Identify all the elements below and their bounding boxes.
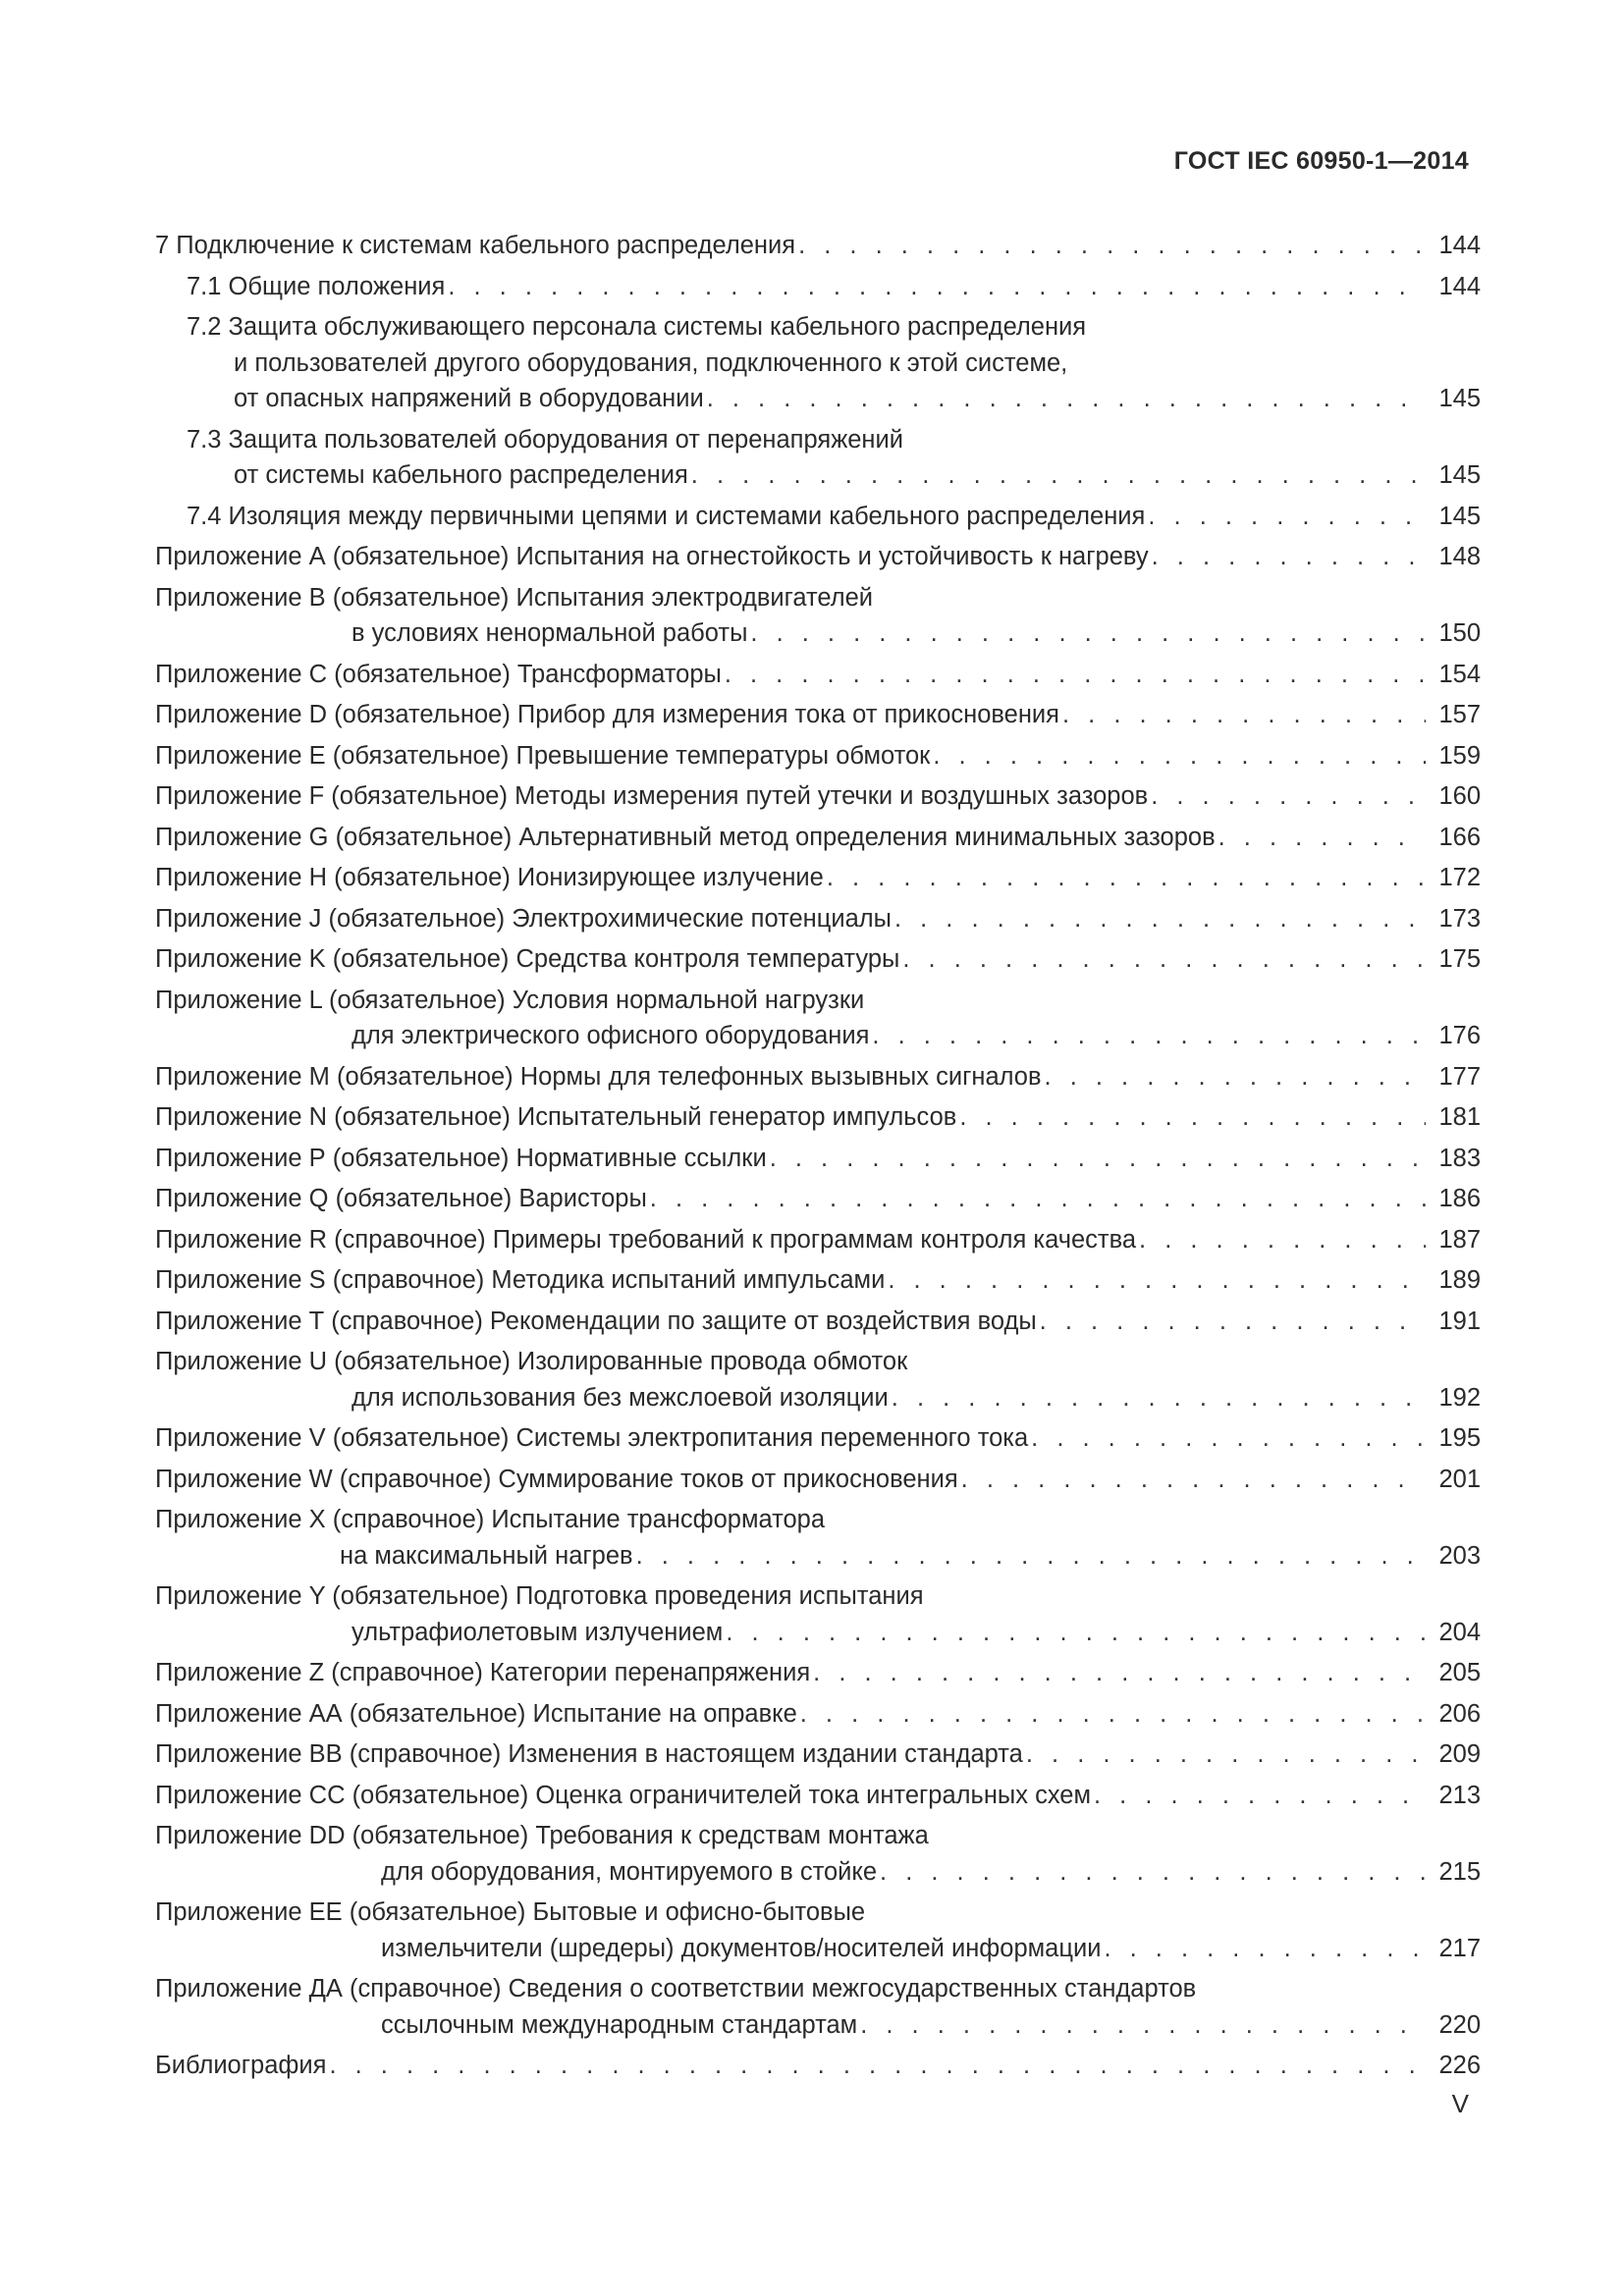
toc-entry-title: ссылочным международным стандартам [381,2010,858,2039]
toc-entry[interactable] [155,860,1481,896]
toc-page-number: 203 [1438,1541,1481,1570]
toc-entry[interactable] [155,1262,1481,1299]
dot-leader [707,381,1426,417]
toc-page-number: 186 [1438,1185,1481,1212]
toc-page-number: 145 [1438,502,1481,530]
toc-entry[interactable] [155,2048,1481,2084]
toc-entry-title: Приложение ВВ (справочное) Изменения в настоящем издании стандарта [155,1740,1023,1768]
toc-entry[interactable] [155,1778,1481,1814]
dot-leader [1152,539,1426,575]
toc-page-number: 201 [1438,1465,1481,1493]
dot-leader [961,1462,1426,1498]
toc-entry[interactable] [155,820,1481,856]
toc-page-number: 145 [1438,385,1481,412]
toc-entry[interactable] [155,269,1481,305]
toc-entry-title: для оборудования, монтируемого в стойке [381,1857,878,1886]
toc-entry[interactable] [155,1462,1481,1498]
toc-page-number: 195 [1438,1424,1481,1452]
toc-entry[interactable] [155,1344,1481,1415]
toc-entry[interactable] [155,1181,1481,1217]
dot-leader [1026,1736,1426,1773]
dot-leader [880,1854,1426,1891]
toc-page-number: 226 [1438,2052,1481,2079]
toc-entry-title: Приложение С (обязательное) Трансформаторы [155,660,722,688]
dot-leader [933,738,1426,774]
toc-entry-title: 7.2 Защита обслуживающего персонала системы кабельного распределения [187,313,1087,341]
toc-entry[interactable] [155,1971,1481,2043]
toc-entry[interactable] [155,580,1481,652]
toc-page-number: 173 [1438,904,1481,933]
toc-entry[interactable] [155,778,1481,815]
dot-leader [1151,778,1426,815]
toc-entry[interactable] [155,983,1481,1054]
dot-leader [691,457,1426,494]
toc-entry[interactable] [155,1222,1481,1258]
toc-entry[interactable] [155,1655,1481,1691]
toc-entry-title: Приложение V (обязательное) Системы электропитания переменного тока [155,1424,1029,1452]
toc-page-number: 150 [1438,619,1481,647]
dot-leader [770,1141,1426,1177]
toc-entry-title: Приложение Т (справочное) Рекомендации по защите от воздействия воды [155,1307,1037,1335]
dot-leader [750,615,1426,652]
dot-leader [329,2048,1426,2084]
toc-entry-title: Приложение L (обязательное) Условия нормальной нагрузки [155,986,865,1014]
toc-entry-title: Приложение G (обязательное) Альтернативный метод определения минимальных зазоров [155,823,1216,851]
toc-entry-title: Приложение СС (обязательное) Оценка ограничителей тока интегральных схем [155,1781,1092,1809]
toc-entry[interactable] [155,1736,1481,1773]
dot-leader [1218,820,1426,856]
toc-entry-title: Приложение R (справочное) Примеры требований к программам контроля качества [155,1225,1137,1254]
toc-page-number: 148 [1438,543,1481,570]
dot-leader [636,1538,1426,1575]
dot-leader [1045,1059,1426,1095]
toc-page-number: 187 [1438,1225,1481,1254]
dot-leader [892,1380,1426,1416]
dot-leader [894,901,1426,937]
toc-entry-title: ультрафиолетовым излучением [352,1618,724,1646]
toc-entry[interactable] [155,1895,1481,1966]
toc-entry-title: Приложение Н (обязательное) Ионизирующее излучение [155,864,824,891]
toc-page-number: 177 [1438,1062,1481,1091]
toc-entry-title: Приложение А (обязательное) Испытания на огнестойкость и устойчивость к нагреву [155,543,1149,570]
toc-entry[interactable] [155,697,1481,733]
toc-entry[interactable] [155,1059,1481,1095]
toc-entry-title: Приложение Q (обязательное) Варисторы [155,1185,647,1212]
toc-page-number: 192 [1438,1383,1481,1412]
dot-leader [448,269,1426,305]
document-header: ГОСТ IEC 60950-1—2014 [1173,147,1469,175]
toc-entry[interactable] [155,1099,1481,1136]
toc-page-number: 144 [1438,272,1481,300]
toc-entry[interactable] [155,738,1481,774]
dot-leader [959,1099,1426,1136]
toc-page-number: 144 [1438,232,1481,259]
toc-entry-title: Приложение Z (справочное) Категории перенапряжения [155,1659,811,1686]
toc-entry[interactable] [155,228,1481,264]
toc-page-number: 217 [1438,1934,1481,1962]
toc-entry[interactable] [155,1141,1481,1177]
dot-leader [1148,499,1426,535]
toc-entry-title: для электрического офисного оборудования [352,1022,870,1049]
page-number: V [1451,2089,1469,2118]
toc-page-number: 183 [1438,1144,1481,1172]
toc-entry-title: 7.3 Защита пользователей оборудования от перенапряжений [187,425,903,454]
toc-entry-title: от опасных напряжений в оборудовании [234,385,704,412]
toc-entry[interactable] [155,901,1481,937]
toc-page-number: 181 [1438,1103,1481,1131]
toc-page-number: 154 [1438,660,1481,688]
toc-entry-title: Приложение X (справочное) Испытание трансформатора [155,1506,826,1533]
toc-entry-title: Приложение U (обязательное) Изолированные провода обмоток [155,1348,908,1375]
toc-page-number: 191 [1438,1307,1481,1335]
toc-entry-title: Приложение Р (обязательное) Нормативные ссылки [155,1144,767,1172]
toc-page-number: 215 [1438,1857,1481,1886]
toc-page-number: 159 [1438,741,1481,770]
toc-page-number: 206 [1438,1699,1481,1728]
toc-page-number: 209 [1438,1740,1481,1768]
toc-entry-title: Приложение Е (обязательное) Превышение температуры обмоток [155,741,931,770]
toc-entry-title: Приложение Y (обязательное) Подготовка проведения испытания [155,1582,924,1610]
toc-page-number: 160 [1438,782,1481,810]
toc-page-number: 175 [1438,945,1481,973]
dot-leader [1094,1778,1426,1814]
dot-leader [1040,1304,1426,1340]
toc-entry-title: в условиях ненормальной работы [352,619,748,647]
toc-page-number: 157 [1438,701,1481,728]
toc-entry-title: и пользователей другого оборудования, подключенного к этой системе, [234,348,1068,377]
toc-entry[interactable] [155,657,1481,693]
toc-entry-title: для использования без межслоевой изоляции [352,1383,889,1412]
toc-entry-title: 7.4 Изоляция между первичными цепями и системами кабельного распределения [187,502,1146,530]
toc-entry-title: Приложение D (обязательное) Прибор для измерения тока от прикосновения [155,701,1059,728]
toc-page-number: 189 [1438,1266,1481,1294]
dot-leader [725,657,1426,693]
toc-entry-title: Приложение DD (обязательное) Требования к средствам монтажа [155,1822,929,1849]
toc-page-number: 145 [1438,461,1481,489]
toc-entry[interactable] [155,422,1481,494]
toc-entry[interactable] [155,309,1481,417]
dot-leader [726,1615,1426,1651]
toc-entry-title: Приложение F (обязательное) Методы измерения путей утечки и воздушных зазоров [155,782,1149,810]
toc-entry[interactable] [155,1696,1481,1733]
toc-entry-title: Приложение W (справочное) Суммирование токов от прикосновения [155,1465,958,1493]
toc-entry-title: измельчители (шредеры) документов/носителей информации [381,1934,1102,1962]
toc-entry-title: Приложение М (обязательное) Нормы для телефонных вызывных сигналов [155,1062,1042,1091]
dot-leader [813,1655,1426,1691]
toc-page-number: 204 [1438,1618,1481,1646]
toc-entry-title: Библиография [155,2052,327,2079]
toc-entry-title: 7 Подключение к системам кабельного распределения [155,232,796,259]
toc-entry-title: Приложение K (обязательное) Средства контроля температуры [155,945,900,973]
dot-leader [888,1262,1426,1299]
table-of-contents [155,228,1481,2089]
dot-leader [1104,1931,1426,1967]
toc-page-number: 220 [1438,2010,1481,2039]
toc-entry-title: Приложение S (справочное) Методика испытаний импульсами [155,1266,886,1294]
dot-leader [800,1696,1426,1733]
toc-entry-title: Приложение В (обязательное) Испытания электродвигателей [155,583,874,612]
toc-entry-title: на максимальный нагрев [340,1541,633,1570]
toc-page-number: 205 [1438,1659,1481,1686]
toc-page-number: 172 [1438,864,1481,891]
dot-leader [1062,697,1426,733]
toc-entry-title: Приложение N (обязательное) Испытательный генератор импульсов [155,1103,957,1131]
toc-page-number: 166 [1438,823,1481,851]
toc-page-number: 213 [1438,1781,1481,1809]
toc-entry-title: Приложение ДА (справочное) Сведения о соответствии межгосударственных стандартов [155,1975,1197,2002]
toc-entry-title: 7.1 Общие положения [187,272,446,300]
toc-entry[interactable] [155,499,1481,535]
dot-leader [827,860,1426,896]
dot-leader [872,1018,1426,1054]
dot-leader [860,2007,1426,2044]
toc-entry[interactable] [155,1304,1481,1340]
toc-entry[interactable] [155,1420,1481,1457]
toc-entry-title: Приложение ЕЕ (обязательное) Бытовые и офисно-бытовые [155,1898,866,1926]
toc-entry-title: от системы кабельного распределения [234,461,688,489]
toc-entry[interactable] [155,941,1481,978]
toc-entry[interactable] [155,1502,1481,1574]
dot-leader [902,941,1426,978]
toc-page-number: 176 [1438,1022,1481,1049]
toc-entry[interactable] [155,539,1481,575]
dot-leader [1139,1222,1426,1258]
dot-leader [650,1181,1426,1217]
toc-entry-title: Приложение АА (обязательное) Испытание на оправке [155,1699,797,1728]
dot-leader [1031,1420,1426,1457]
toc-entry[interactable] [155,1578,1481,1650]
dot-leader [798,228,1426,264]
toc-entry[interactable] [155,1818,1481,1890]
toc-entry-title: Приложение J (обязательное) Электрохимические потенциалы [155,904,892,933]
